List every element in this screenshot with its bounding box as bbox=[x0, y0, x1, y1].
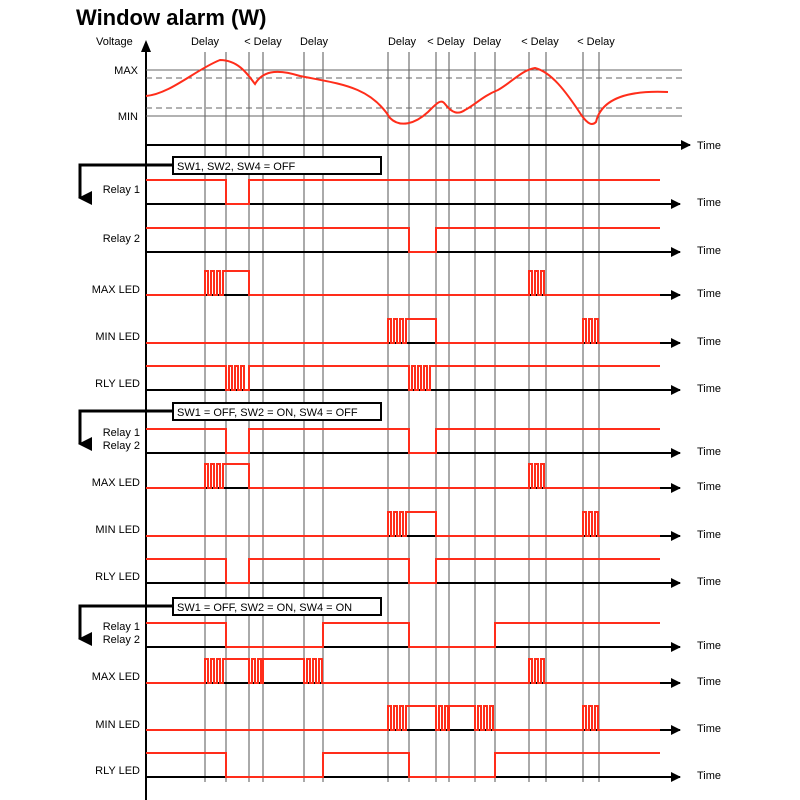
delay-label: Delay bbox=[387, 36, 417, 48]
delay-label: < Delay bbox=[577, 36, 615, 48]
row-label-min-led: MIN LED bbox=[95, 524, 140, 536]
delay-label: < Delay bbox=[521, 36, 559, 48]
time-label: Time bbox=[697, 529, 722, 541]
time-label: Time bbox=[697, 576, 722, 588]
section-sw2-on bbox=[80, 403, 721, 588]
row-label-max-led: MAX LED bbox=[91, 284, 140, 296]
row-label-relay2: Relay 2 bbox=[102, 233, 140, 245]
time-label: Time bbox=[697, 723, 722, 735]
time-label: Time bbox=[697, 197, 722, 209]
time-label: Time bbox=[697, 481, 722, 493]
time-label: Time bbox=[697, 770, 722, 782]
mode-label: SW1 = OFF, SW2 = ON, SW4 = ON bbox=[177, 602, 353, 614]
time-label: Time bbox=[697, 676, 722, 688]
delay-label: < Delay bbox=[427, 36, 465, 48]
mode-label: SW1, SW2, SW4 = OFF bbox=[177, 161, 296, 173]
delay-label: Delay bbox=[190, 36, 220, 48]
time-axis-label: Time bbox=[697, 140, 722, 152]
min-level-label: MIN bbox=[117, 111, 138, 123]
row-label-relay1: Relay 1 bbox=[102, 427, 140, 439]
time-label: Time bbox=[697, 288, 722, 300]
row-label-relay2: Relay 2 bbox=[102, 634, 140, 646]
row-label-rly-led: RLY LED bbox=[95, 378, 140, 390]
delay-label: < Delay bbox=[244, 36, 282, 48]
min-led-signal bbox=[146, 319, 660, 343]
row-label-max-led: MAX LED bbox=[91, 477, 140, 489]
section-sw-all-off bbox=[80, 157, 721, 395]
mode-label: SW1 = OFF, SW2 = ON, SW4 = OFF bbox=[177, 407, 358, 419]
row-label-rly-led: RLY LED bbox=[95, 765, 140, 777]
row-label-relay1: Relay 1 bbox=[102, 184, 140, 196]
section-sw2-sw4-on bbox=[80, 598, 721, 782]
row-label-min-led: MIN LED bbox=[95, 331, 140, 343]
time-label: Time bbox=[697, 640, 722, 652]
row-label-relay1: Relay 1 bbox=[102, 621, 140, 633]
max-level-label: MAX bbox=[114, 65, 138, 77]
diagram-title: Window alarm (W) bbox=[76, 5, 267, 30]
time-label: Time bbox=[697, 336, 722, 348]
voltage-axis-arrowhead bbox=[141, 40, 151, 52]
min-led-signal bbox=[146, 512, 660, 536]
time-label: Time bbox=[697, 383, 722, 395]
voltage-axis-label: Voltage bbox=[96, 36, 133, 48]
row-label-min-led: MIN LED bbox=[95, 719, 140, 731]
time-label: Time bbox=[697, 446, 722, 458]
row-label-rly-led: RLY LED bbox=[95, 571, 140, 583]
min-led-signal bbox=[146, 706, 660, 730]
delay-label: Delay bbox=[472, 36, 502, 48]
row-label-max-led: MAX LED bbox=[91, 671, 140, 683]
time-label: Time bbox=[697, 245, 722, 257]
delay-label: Delay bbox=[299, 36, 329, 48]
row-label-relay2: Relay 2 bbox=[102, 440, 140, 452]
